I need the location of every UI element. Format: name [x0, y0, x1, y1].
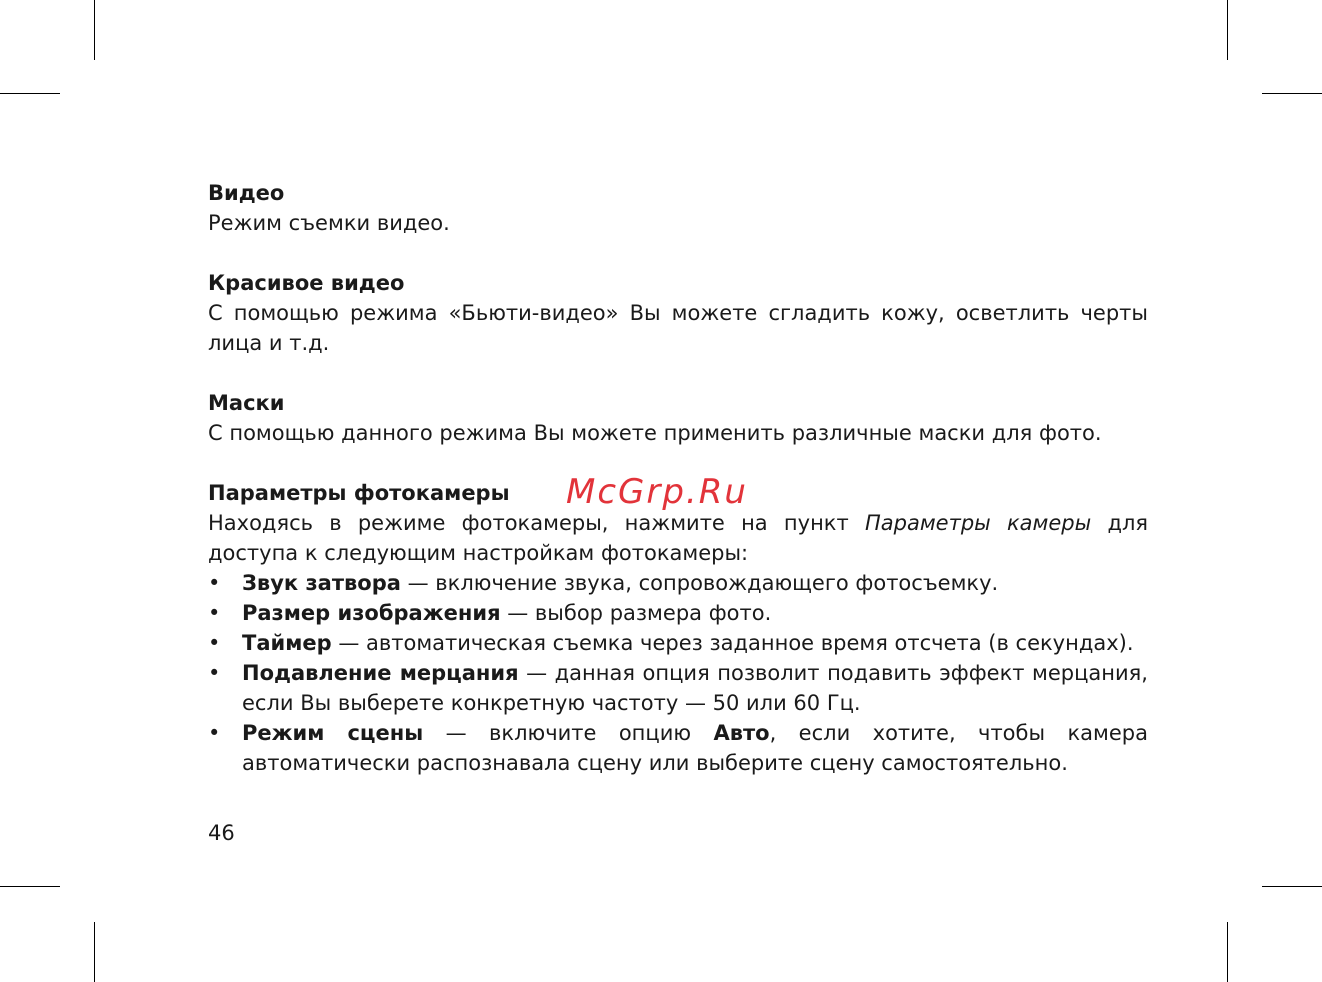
list-item: [208, 718, 1148, 778]
intro-menu-item: Параметры камеры: [864, 511, 1092, 535]
settings-list: [208, 568, 1148, 778]
item-term-option: Авто: [713, 721, 770, 745]
item-term: Размер изображения: [242, 601, 501, 625]
item-text: — включите опцию: [423, 721, 714, 745]
watermark: McGrp.Ru: [566, 472, 748, 512]
bullet-icon: •: [208, 661, 221, 685]
bullet-icon: •: [208, 601, 221, 625]
intro-text: Находясь в режиме фотокамеры, нажмите на пункт: [208, 511, 865, 535]
item-term: Звук затвора: [242, 571, 401, 595]
section-text: С помощью данного режима Вы можете применить различные маски для фото.: [208, 421, 1102, 445]
crop-mark-top-left-vertical: [94, 0, 95, 60]
intro-text-end: для доступа к следующим настройкам фотокамеры:: [208, 511, 1149, 565]
crop-mark-top-right-vertical: [1227, 0, 1228, 60]
item-text-end: , если хотите, чтобы камера автоматически распознавала сцену или выберите сцену самостоятельно.: [242, 721, 1148, 775]
section-text: С помощью режима «Бьюти-видео» Вы можете сгладить кожу, осветлить черты лица и т.д.: [208, 301, 1148, 355]
page-number: 46: [208, 821, 235, 845]
bullet-icon: •: [208, 721, 221, 745]
crop-mark-top-left-horizontal: [0, 93, 60, 94]
section-heading: Маски: [208, 391, 285, 415]
item-text: — автоматическая съемка через заданное время отсчета (в секундах).: [331, 631, 1134, 655]
crop-mark-bottom-left-vertical: [94, 922, 95, 982]
crop-mark-bottom-left-horizontal: [0, 886, 60, 887]
section-heading: Параметры фотокамеры: [208, 481, 510, 505]
bullet-icon: •: [208, 631, 221, 655]
crop-mark-bottom-right-horizontal: [1262, 886, 1322, 887]
list-item: [208, 598, 1148, 628]
section-heading: Видео: [208, 181, 285, 205]
section-intro: [208, 508, 1148, 568]
section-video: [208, 178, 1148, 238]
section-camera-settings: [208, 478, 1148, 778]
crop-mark-bottom-right-vertical: [1227, 922, 1228, 982]
item-text: — включение звука, сопровождающего фотосъемку.: [400, 571, 999, 595]
section-text: Режим съемки видео.: [208, 211, 450, 235]
item-term: Режим сцены: [242, 721, 424, 745]
list-item: [208, 628, 1148, 658]
list-item: [208, 568, 1148, 598]
section-beauty-video: [208, 268, 1148, 358]
item-text: — выбор размера фото.: [500, 601, 772, 625]
section-masks: [208, 388, 1148, 448]
crop-mark-top-right-horizontal: [1262, 93, 1322, 94]
bullet-icon: •: [208, 571, 221, 595]
item-text: — данная опция позволит подавить эффект мерцания, если Вы выберете конкретную частоту — 50 или 60 Гц.: [242, 661, 1148, 715]
item-term: Подавление мерцания: [242, 661, 519, 685]
section-heading: Красивое видео: [208, 271, 405, 295]
item-term: Таймер: [242, 631, 332, 655]
list-item: [208, 658, 1148, 718]
